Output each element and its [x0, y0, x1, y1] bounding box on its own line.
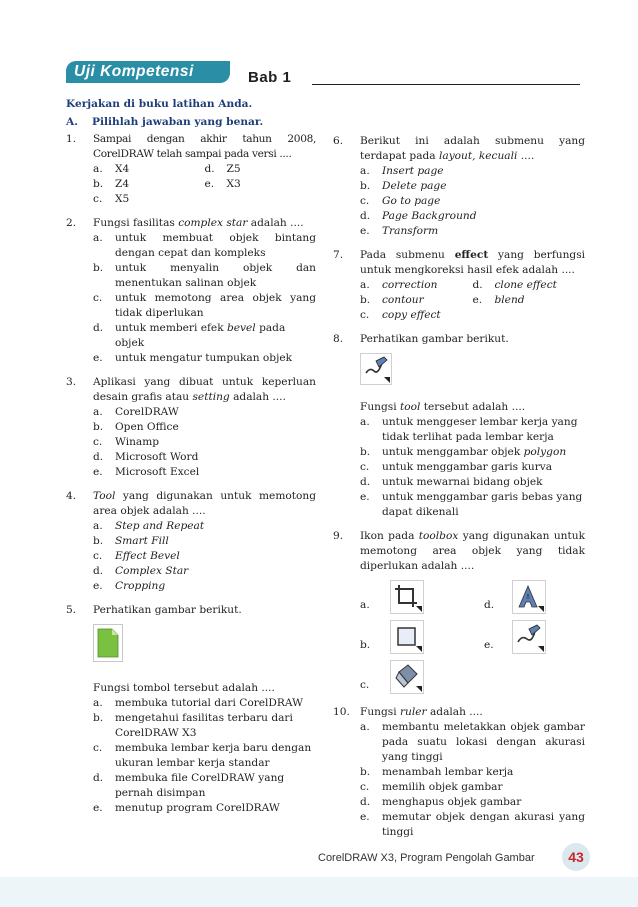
option-d[interactable]: d. untuk mewarnai bidang objek — [360, 476, 543, 488]
section-marker: A. — [66, 116, 78, 128]
question-stem: Fungsi ruler adalah .... — [360, 706, 483, 718]
freehand-tool-icon — [360, 353, 392, 385]
option-e[interactable]: e. X3 — [204, 178, 241, 190]
freehand-tool-icon[interactable] — [512, 620, 546, 654]
question-6 — [333, 134, 585, 239]
rectangle-icon[interactable] — [390, 620, 424, 654]
option-b[interactable]: b. contour — [360, 294, 424, 306]
question-10 — [333, 705, 585, 840]
option-d[interactable]: d. untuk memberi efek bevel pada objek — [93, 322, 286, 349]
option-d[interactable]: d. Z5 — [204, 163, 241, 175]
new-document-figure — [93, 624, 316, 667]
option-b[interactable]: b. Smart Fill — [93, 535, 169, 547]
question-number: 4. — [66, 490, 77, 502]
option-a[interactable]: a. membantu meletakkan objek gambar pada suatu lokasi dengan akurasi yang tinggi — [360, 721, 585, 763]
option-a[interactable]: a. membuka tutorial dari CorelDRAW — [93, 697, 304, 709]
page-number: 43 — [562, 843, 590, 871]
option-e[interactable]: e. menutup program CorelDRAW — [93, 802, 280, 814]
option-e[interactable]: e. Transform — [360, 225, 439, 237]
option-c[interactable]: c. Winamp — [93, 436, 160, 448]
option-e[interactable]: e. blend — [472, 294, 525, 306]
question-stem: Pada submenu effect yang berfungsi untuk mengkoreksi hasil efek adalah .... — [360, 249, 586, 276]
option-e[interactable]: e. untuk mengatur tumpukan objek — [93, 352, 293, 364]
icon-options — [360, 578, 585, 696]
option-a[interactable]: a. X4 — [93, 163, 130, 175]
header-rule — [312, 84, 580, 85]
option-d[interactable]: d. membuka file CorelDRAW yang pernah disimpan — [93, 772, 285, 799]
option-d[interactable]: d. Page Background — [360, 210, 477, 222]
question-stem: Sampai dengan akhir tahun 2008, CorelDRAW telah sampai pada versi .... — [93, 133, 316, 160]
crop-icon[interactable] — [390, 580, 424, 614]
option-a[interactable]: a. Insert page — [360, 165, 444, 177]
question-number: 9. — [333, 530, 344, 542]
question-subprompt: Fungsi tool tersebut adalah .... — [360, 401, 526, 413]
question-stem: Perhatikan gambar berikut. — [93, 604, 242, 616]
option-e[interactable]: e. memutar objek dengan akurasi yang tinggi — [360, 811, 585, 838]
question-number: 6. — [333, 135, 344, 147]
option-c-label: c. — [360, 679, 370, 691]
option-a[interactable]: a. untuk menggeser lembar kerja yang tidak terlihat pada lembar kerja — [360, 416, 578, 443]
question-number: 8. — [333, 333, 344, 345]
question-7 — [333, 248, 585, 323]
question-number: 10. — [333, 706, 350, 718]
question-3 — [66, 375, 316, 480]
option-c[interactable]: c. untuk memotong area objek yang tidak diperlukan — [93, 292, 316, 319]
question-stem: Aplikasi yang dibuat untuk keperluan desain grafis atau setting adalah .... — [93, 376, 316, 403]
option-d[interactable]: d. Complex Star — [93, 565, 189, 577]
question-8 — [333, 332, 585, 520]
instruction-text: Kerjakan di buku latihan Anda. — [66, 98, 253, 110]
artistic-text-icon[interactable] — [512, 580, 546, 614]
question-4 — [66, 489, 316, 594]
option-d-label: d. — [484, 599, 495, 611]
new-document-icon — [93, 624, 123, 662]
option-c[interactable]: c. Effect Bevel — [93, 550, 180, 562]
option-d[interactable]: d. Microsoft Word — [93, 451, 199, 463]
option-c[interactable]: c. membuka lembar kerja baru dengan ukuran lembar kerja standar — [93, 742, 312, 769]
option-b[interactable]: b. untuk menyalin objek dan menentukan salinan objek — [93, 262, 316, 289]
option-e[interactable]: e. untuk menggambar garis bebas yang dapat dikenali — [360, 491, 583, 518]
option-a-label: a. — [360, 599, 370, 611]
freehand-tool-figure — [360, 353, 585, 390]
option-e[interactable]: e. Cropping — [93, 580, 166, 592]
interactive-fill-icon[interactable] — [390, 660, 424, 694]
option-b[interactable]: b. untuk menggambar objek polygon — [360, 446, 567, 458]
option-c[interactable]: c. Go to page — [360, 195, 441, 207]
left-column — [66, 132, 316, 825]
question-subprompt: Fungsi tombol tersebut adalah .... — [93, 682, 275, 694]
question-stem: Ikon pada toolbox yang digunakan untuk memotong area objek yang tidak diperlukan adalah .... — [360, 530, 585, 572]
option-a[interactable]: a. Step and Repeat — [93, 520, 205, 532]
option-b[interactable]: b. Open Office — [93, 421, 179, 433]
question-stem: Berikut ini adalah submenu yang terdapat pada layout, kecuali .... — [360, 135, 585, 162]
option-d[interactable]: d. clone effect — [472, 279, 557, 291]
question-number: 1. — [66, 133, 77, 145]
option-c[interactable]: c. memilih objek gambar — [360, 781, 503, 793]
option-b-label: b. — [360, 639, 371, 651]
option-a[interactable]: a. correction — [360, 279, 438, 291]
option-e-label: e. — [484, 639, 494, 651]
option-b[interactable]: b. mengetahui fasilitas terbaru dari CorelDRAW X3 — [93, 712, 293, 739]
question-number: 7. — [333, 249, 344, 261]
question-stem: Perhatikan gambar berikut. — [360, 333, 509, 345]
question-stem: Tool yang digunakan untuk memotong area objek adalah .... — [93, 490, 316, 517]
option-a[interactable]: a. CorelDRAW — [93, 406, 179, 418]
footer-band — [0, 877, 638, 907]
question-number: 3. — [66, 376, 77, 388]
question-number: 2. — [66, 217, 77, 229]
option-c[interactable]: c. untuk menggambar garis kurva — [360, 461, 553, 473]
question-2 — [66, 216, 316, 366]
option-b[interactable]: b. Z4 — [93, 178, 130, 190]
question-5 — [66, 603, 316, 816]
option-c[interactable]: c. X5 — [93, 193, 130, 205]
competency-badge: Uji Kompetensi — [66, 61, 230, 83]
option-e[interactable]: e. Microsoft Excel — [93, 466, 200, 478]
question-1 — [66, 132, 316, 207]
question-stem: Fungsi fasilitas complex star adalah .... — [93, 217, 304, 229]
question-9 — [333, 529, 585, 696]
option-d[interactable]: d. menghapus objek gambar — [360, 796, 522, 808]
option-c[interactable]: c. copy effect — [360, 309, 441, 321]
chapter-label: Bab 1 — [248, 69, 292, 86]
section-title: Pilihlah jawaban yang benar. — [92, 116, 264, 128]
right-column — [333, 134, 585, 849]
option-b[interactable]: b. menambah lembar kerja — [360, 766, 514, 778]
option-a[interactable]: a. untuk membuat objek bintang dengan cepat dan kompleks — [93, 232, 316, 259]
option-b[interactable]: b. Delete page — [360, 180, 447, 192]
section-heading — [66, 115, 263, 130]
question-number: 5. — [66, 604, 77, 616]
footer-title: CorelDRAW X3, Program Pengolah Gambar — [318, 852, 535, 864]
